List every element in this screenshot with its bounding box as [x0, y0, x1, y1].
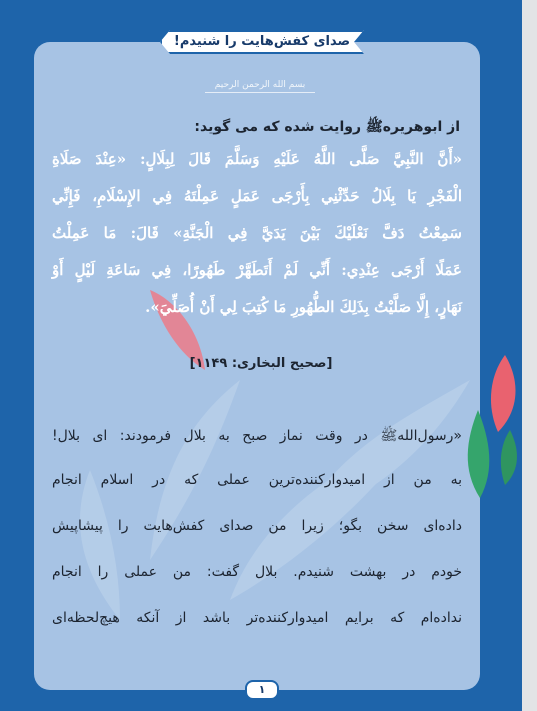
hadith-line: الْفَجْرِ يَا بِلَالُ حَدِّثْنِي بِأَرْجَى عَمَلٍ عَمِلْتَهُ فِي الإِسْلَامِ، فَإِنِّي: [52, 187, 462, 205]
green-leaf: [468, 410, 490, 498]
hadith-line: سَمِعْتُ دَفَّ نَعْلَيْكَ بَيْنَ يَدَيَّ فِي الْجَنَّةِ» قَالَ: مَا عَمِلْتُ: [52, 224, 462, 242]
hadith-line: نَهَارٍ، إِلَّا صَلَّيْتُ بِذَلِكَ الطُّهُورِ مَا كُتِبَ لِي أَنْ أُصَلِّيَ».: [145, 298, 462, 316]
page-number: ۱: [245, 680, 279, 700]
hadith-reference: [صحیح البخاری: ۱۱۴۹]: [189, 356, 333, 371]
translation-line: نداده‌ام که برایم امیدوارکننده‌تر باشد از آنکه هیچ‌لحظه‌ای: [52, 610, 462, 626]
hadith-line: عَمَلًا أَرْجَى عِنْدِي: أَنِّي لَمْ أَتَطَهَّرْ طَهُورًا، فِي سَاعَةِ لَيْلٍ أَوْ: [52, 261, 462, 279]
translation-line: به من از امیدوارکننده‌ترین عملی که در اسلام انجام: [52, 472, 462, 488]
page-edge: [522, 0, 537, 711]
bismillah-underline: [205, 92, 315, 93]
page-title: صدای کفش‌هایت را شنیدم!: [173, 34, 351, 49]
translation-line: خودم در بهشت شنیدم. بلال گفت: من عملی را انجام: [52, 564, 462, 580]
narrator-line: از ابوهریره‌ﷺ روایت شده که می گوید:: [194, 119, 460, 135]
bismillah-calligraphy: بسم الله الرحمن الرحیم: [214, 80, 306, 90]
translation-line: «رسول‌الله‌ﷺ در وقت نماز صبح به بلال فرمودند: ای بلال!: [52, 428, 462, 444]
translation-line: داده‌ای سخن بگو؛ زیرا من صدای کفش‌هایت را پیشاپیش: [52, 518, 462, 534]
hadith-line: «أَنَّ النَّبِيَّ صَلَّى اللَّهُ عَلَيْهِ وَسَلَّمَ قَالَ لِبِلَالٍ: «عِنْدَ صَلَاةِ: [52, 150, 462, 168]
